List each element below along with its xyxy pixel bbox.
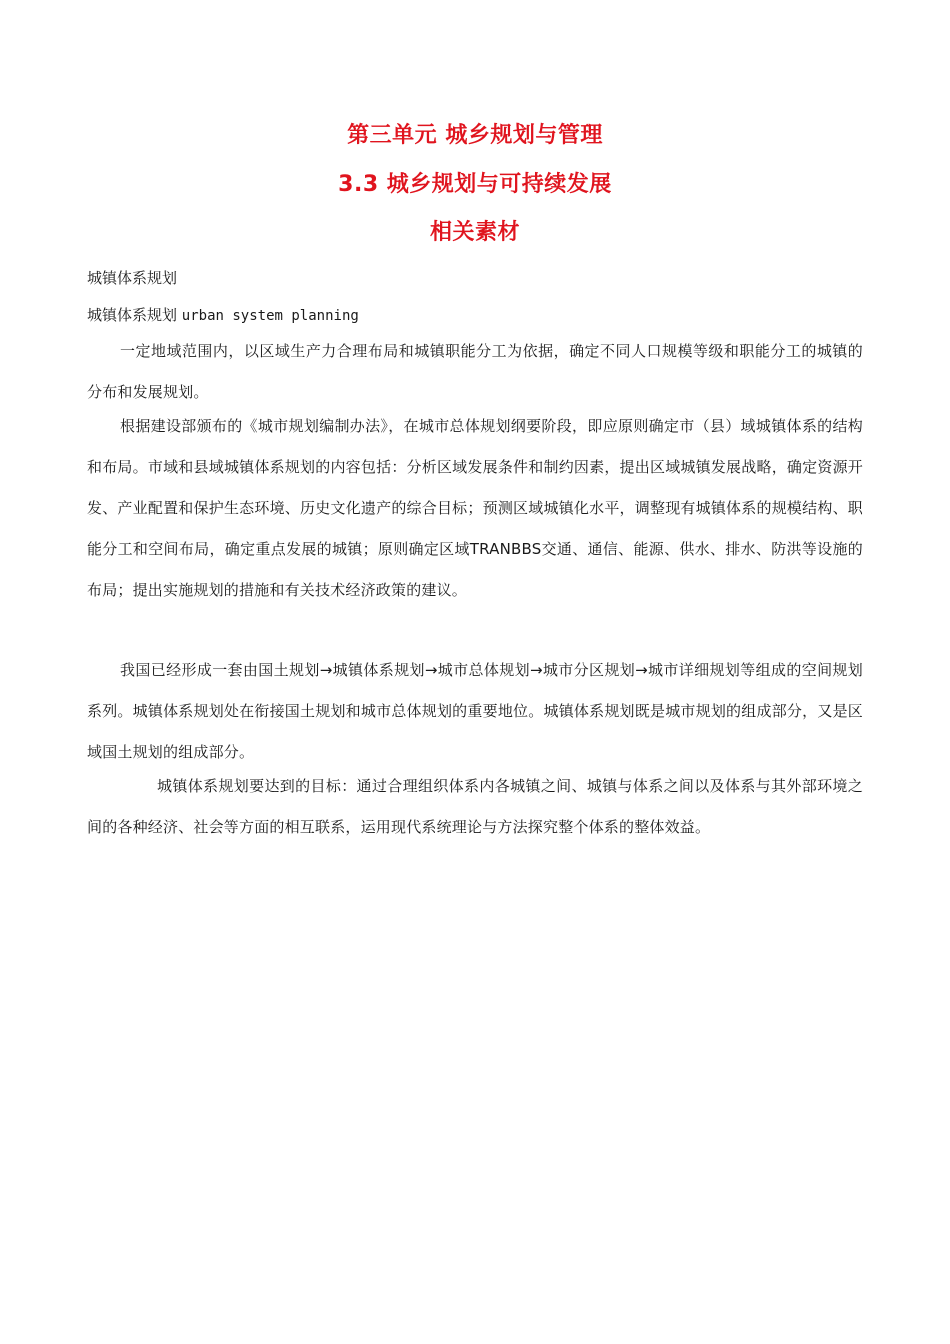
body-paragraph-3: 我国已经形成一套由国土规划→城镇体系规划→城市总体规划→城市分区规划→城市详细规划等组成的空间规划系列。城镇体系规划处在衔接国土规划和城市总体规划的重要地位。城镇体系规划既是城市规划的组成部分，又是区域国土规划的组成部分。: [87, 661, 863, 761]
material-title: 相关素材: [429, 220, 520, 245]
body-paragraph-2: 根据建设部颁布的《城市规划编制办法》，在城市总体规划纲要阶段，即应原则确定市（县）域城镇体系的结构和布局。市域和县域城镇体系规划的内容包括：分析区域发展条件和制约因素，提出区域城镇发展战略，确定资源开发、产业配置和保护生态环境、历史文化遗产的综合目标；预测区域城镇化水平，调整现有城镇体系的规模结构、职能分工和空间布局，确定重点发展的城镇；原则确定区域TRANBBS交通、通信、能源、供水、排水、防洪等设施的布局；提出实施规划的措施和有关技术经济政策的建议。: [87, 417, 863, 599]
term-chinese: 城镇体系规划: [87, 306, 178, 324]
body-paragraph-1: 一定地域范围内，以区域生产力合理布局和城镇职能分工为依据，确定不同人口规模等级和职能分工的城镇的分布和发展规划。: [87, 342, 863, 401]
section-subheading: 城镇体系规划: [87, 269, 178, 287]
term-english: urban system planning: [181, 308, 359, 324]
term-definition-line: [87, 305, 359, 326]
unit-title: 第三单元 城乡规划与管理: [347, 123, 603, 148]
body-paragraph-4: 城镇体系规划要达到的目标：通过合理组织体系内各城镇之间、城镇与体系之间以及体系与其外部环境之间的各种经济、社会等方面的相互联系，运用现代系统理论与方法探究整个体系的整体效益。: [87, 777, 863, 836]
lesson-title: 3.3 城乡规划与可持续发展: [338, 172, 612, 197]
